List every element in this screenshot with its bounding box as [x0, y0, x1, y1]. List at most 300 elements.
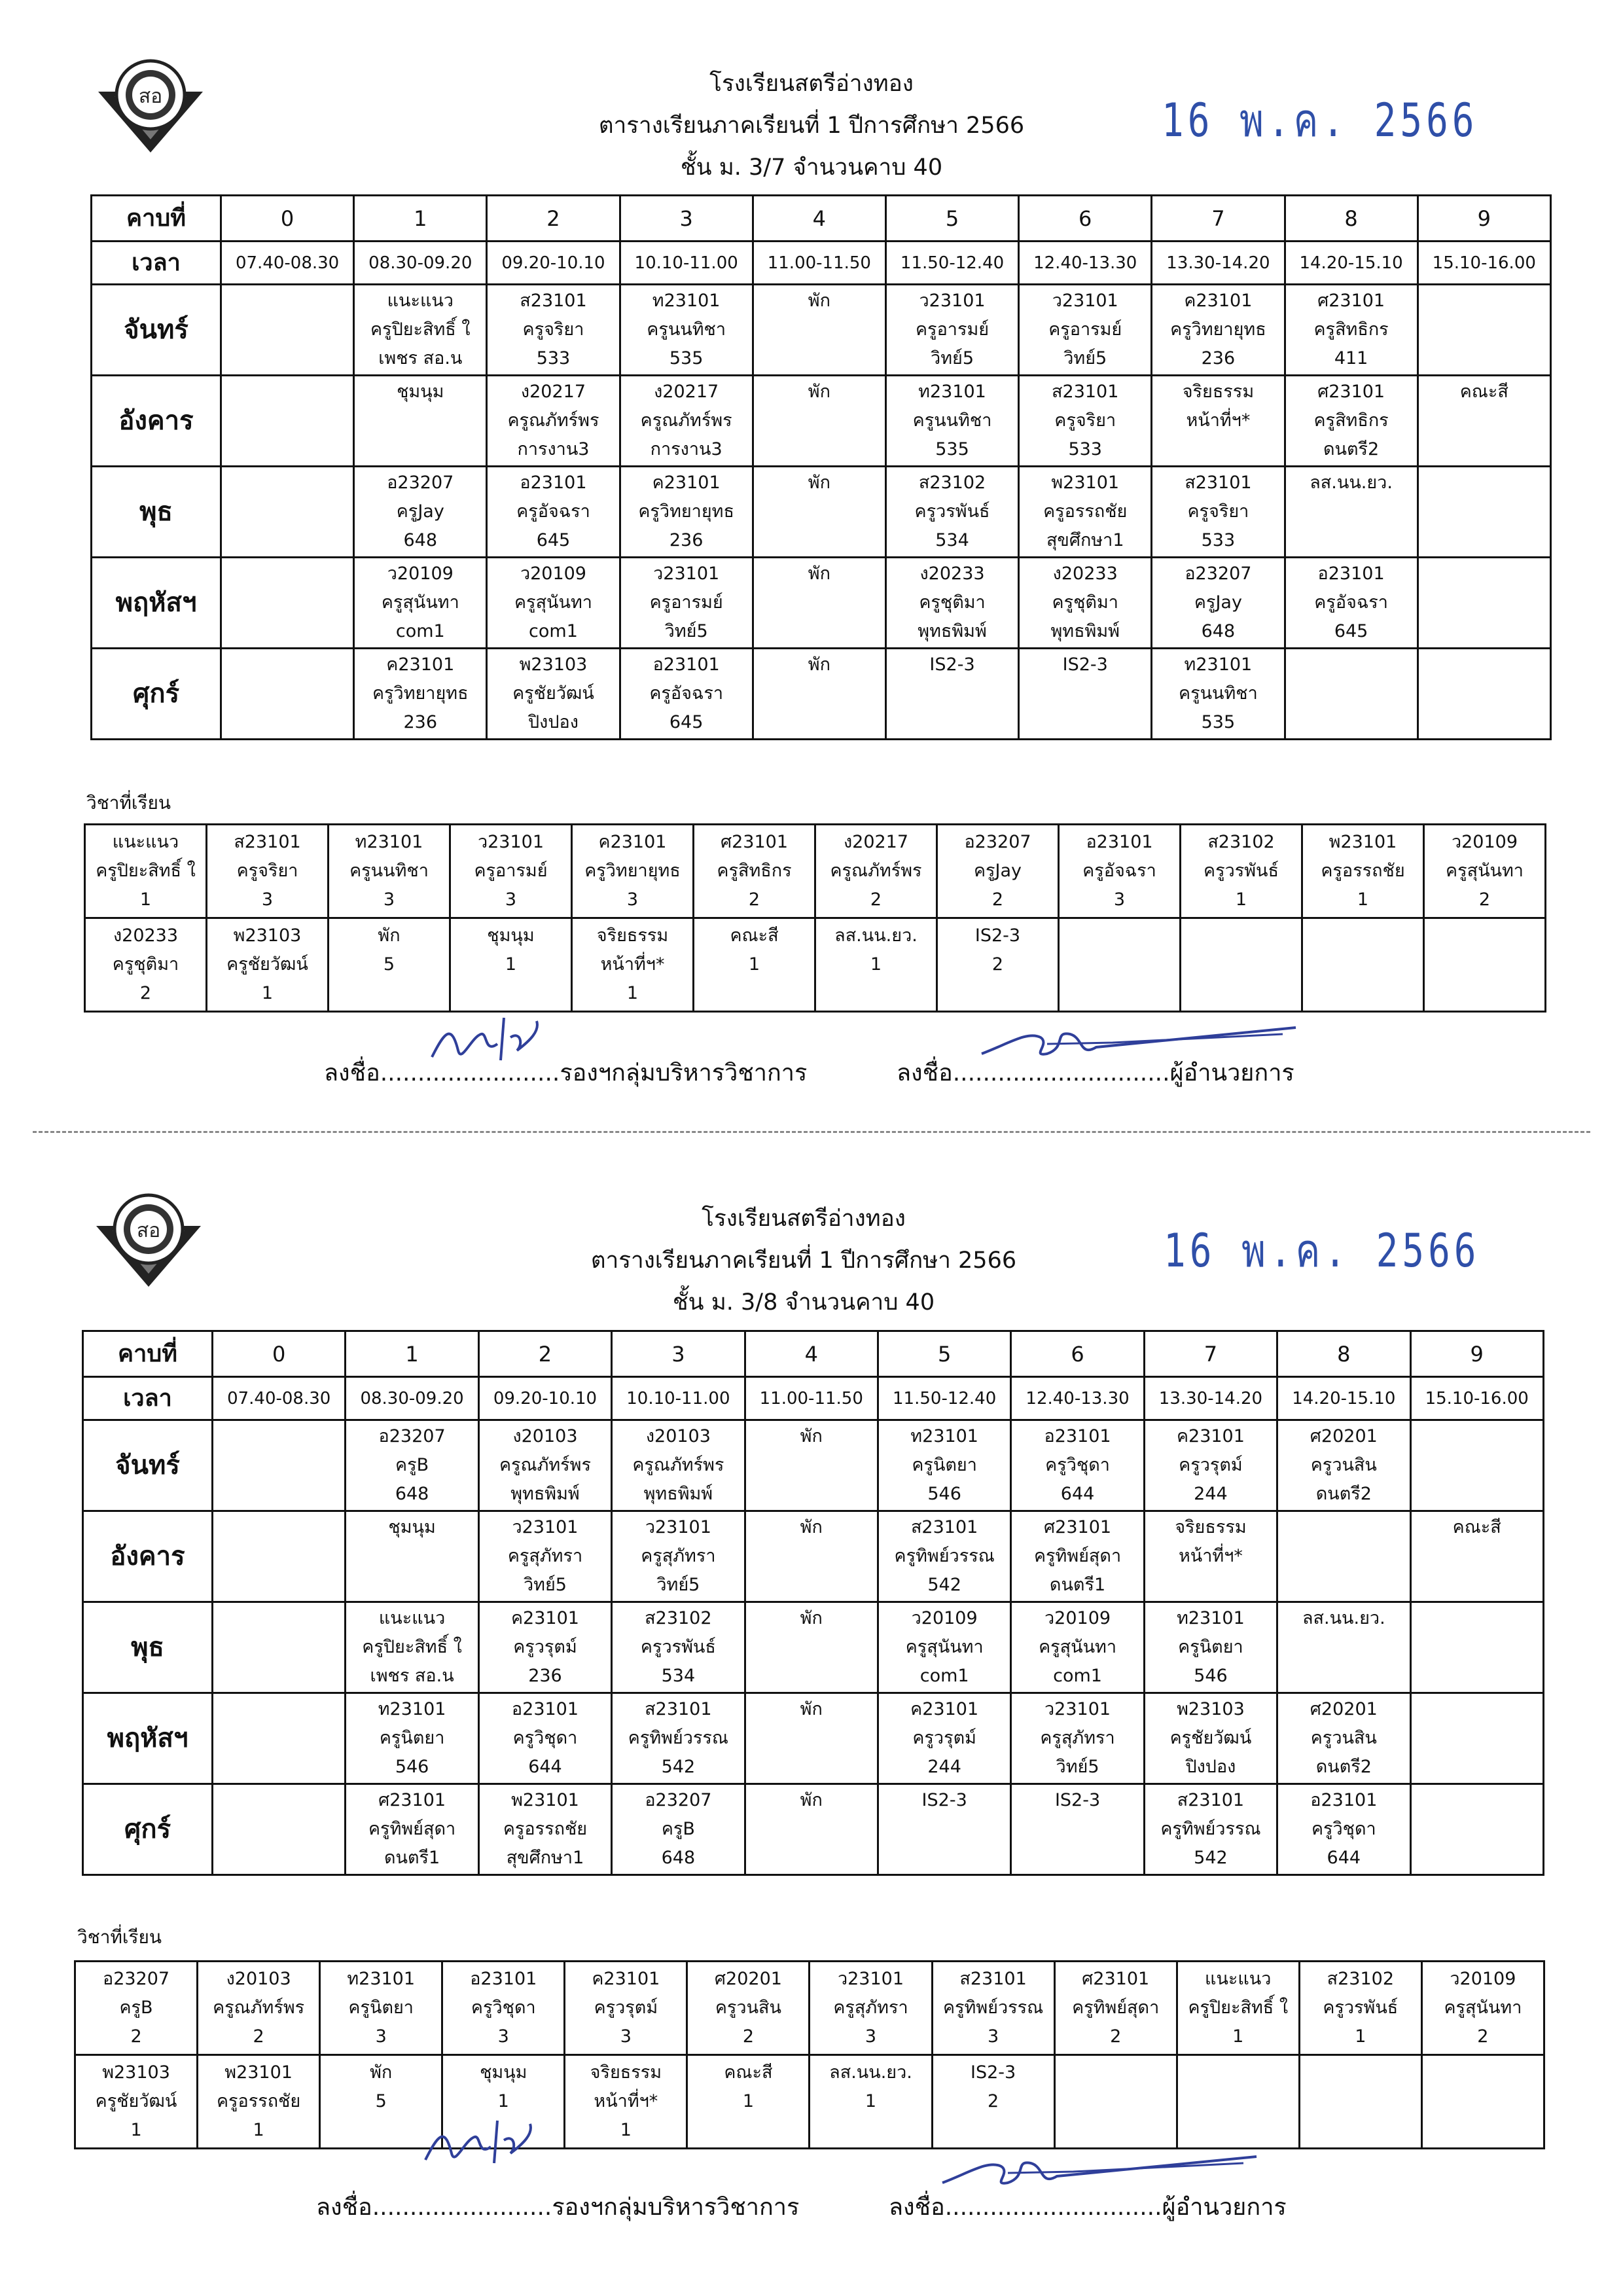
class-cell-line: สุขศึกษา1: [1046, 530, 1124, 550]
class-cell-line: ครูวิชุดา: [1311, 1819, 1376, 1839]
subject-cell-line: 2: [253, 2026, 264, 2047]
subject-cell-line: 1: [1232, 2026, 1244, 2047]
class-cell: [1410, 1602, 1543, 1693]
class-cell: [213, 1420, 346, 1511]
class-cell: [612, 1602, 745, 1693]
class-cell: [753, 376, 885, 467]
subject-cell-line: ศ23101: [720, 832, 789, 852]
class-cell-line: ครูวิทยายุทธ: [638, 501, 734, 522]
class-cell-line: จริยธรรม: [1175, 1517, 1247, 1537]
class-cell: [1152, 649, 1285, 740]
class-cell-line: ง20103: [645, 1426, 711, 1446]
subject-cell-line: แนะแนว: [1205, 1969, 1272, 1989]
class-cell-line: แนะแนว: [378, 1608, 446, 1628]
class-cell-line: ศ23101: [1317, 382, 1385, 402]
class-cell-line: 535: [669, 348, 704, 368]
period-time: 08.30-09.20: [346, 1377, 478, 1420]
class-cell: [1277, 1784, 1410, 1875]
period-time: 08.30-09.20: [354, 242, 487, 285]
class-cell-line: ดนตรี1: [383, 1848, 440, 1868]
class-cell-line: ครูอัจฉรา: [1314, 592, 1388, 613]
period-time: 12.40-13.30: [1019, 242, 1152, 285]
class-cell-line: 244: [927, 1757, 961, 1777]
class-cell-line: 648: [403, 530, 438, 550]
day-name: ศุกร์: [92, 649, 221, 740]
subject-cell-line: ครูสุภัทรา: [833, 1998, 908, 2018]
class-cell-line: 533: [536, 348, 571, 368]
class-cell-line: 534: [661, 1666, 696, 1686]
class-cell: [885, 649, 1018, 740]
class-cell: [346, 1602, 478, 1693]
subject-cell-line: 3: [987, 2026, 999, 2047]
subject-cell: [565, 1962, 687, 2055]
svg-text:สอ: สอ: [138, 85, 163, 108]
subject-cell-line: 1: [1357, 889, 1369, 910]
class-cell-line: 644: [1327, 1848, 1361, 1868]
class-cell-line: ง20233: [1052, 564, 1118, 584]
class-cell-line: วิทย์5: [1063, 348, 1107, 368]
subject-cell-line: ครูทิพย์สุดา: [1072, 1998, 1160, 2018]
class-cell-line: ครูทิพย์วรรณ: [1160, 1819, 1261, 1839]
subject-row: [85, 918, 1546, 1012]
subject-cell-line: ส23101: [959, 1969, 1027, 1989]
class-cell-line: ง20233: [919, 564, 985, 584]
period-number: 4: [745, 1331, 878, 1377]
period-number: 7: [1144, 1331, 1277, 1377]
class-cell-line: ครูวรุตม์: [1179, 1455, 1243, 1475]
subject-cell-line: 2: [130, 2026, 142, 2047]
subject-cell-line: ครูวรพันธ์: [1323, 1998, 1399, 2018]
class-cell-line: ดนตรี2: [1315, 1757, 1372, 1777]
class-cell-line: พ23103: [1177, 1699, 1245, 1719]
class-cell-line: ส23101: [1177, 1790, 1245, 1810]
subject-cell: [687, 1962, 810, 2055]
class-cell-line: สุขศึกษา1: [506, 1848, 584, 1868]
subject-cell: [1054, 1962, 1177, 2055]
class-cell-line: พุทธพิมพ์: [510, 1484, 580, 1504]
subject-cell-line: 3: [626, 889, 639, 910]
subject-cell-line: ว20109: [1451, 832, 1518, 852]
class-cell: [753, 285, 885, 376]
class-cell-line: ครูชัยวัฒน์: [512, 683, 594, 704]
day-row: [92, 285, 1551, 376]
class-cell-line: พ23103: [519, 655, 588, 675]
class-cell: [221, 285, 354, 376]
subject-cell-line: 1: [626, 983, 639, 1003]
period-time: 11.50-12.40: [885, 242, 1018, 285]
subject-cell-line: 3: [620, 2026, 632, 2047]
class-cell-line: อ23207: [378, 1426, 446, 1446]
subject-cell: [810, 1962, 932, 2055]
subject-cell-line: 1: [865, 2091, 877, 2111]
class-cell-line: ศ20201: [1310, 1699, 1378, 1719]
class-cell-line: ส23101: [1052, 382, 1119, 402]
class-cell: [1285, 558, 1418, 649]
class-cell-line: ศ20201: [1310, 1426, 1378, 1446]
class-cell-line: 644: [528, 1757, 562, 1777]
class-cell-line: ครูจริยา: [1187, 501, 1249, 522]
class-cell-line: พุทธพิมพ์: [918, 621, 987, 641]
class-cell-line: ครูจริยา: [1054, 410, 1116, 431]
class-cell-line: ว20109: [911, 1608, 978, 1628]
subject-cell-line: อ23207: [102, 1969, 170, 1989]
subjects-table: [74, 1960, 1545, 2149]
subject-cell-line: 2: [1478, 889, 1491, 910]
class-cell-line: ศ23101: [1317, 291, 1385, 311]
header: [484, 63, 1139, 188]
class-cell-line: ว23101: [1052, 291, 1118, 311]
class-cell-line: พัก: [808, 382, 830, 402]
class-cell-line: เพชร สอ.น: [378, 348, 463, 368]
class-cell: [478, 1420, 611, 1511]
subject-cell-line: ครูวนสิน: [715, 1998, 781, 2018]
class-cell: [885, 558, 1018, 649]
class-cell: [1410, 1420, 1543, 1511]
subject-cell-line: 1: [1235, 889, 1247, 910]
class-cell: [1152, 285, 1285, 376]
class-cell: [878, 1602, 1010, 1693]
class-cell-line: ครูสิทธิกร: [1313, 319, 1389, 340]
period-time: 15.10-16.00: [1410, 1377, 1543, 1420]
class-cell-line: 236: [528, 1666, 562, 1686]
period-number: 1: [346, 1331, 478, 1377]
subject-cell-line: ครูสุนันทา: [1444, 1998, 1522, 2018]
class-cell-line: อ23101: [1044, 1426, 1111, 1446]
class-cell-line: ครูสุนันทา: [514, 592, 592, 613]
subject-cell: [572, 825, 694, 918]
vice-director-signature: [419, 2114, 563, 2173]
class-cell-line: อ23101: [520, 473, 587, 493]
class-cell-line: ครูวนสิน: [1310, 1728, 1377, 1748]
subject-cell-line: ครูอารมย์: [474, 861, 548, 881]
class-cell-line: ครูชุติมา: [1052, 592, 1118, 613]
class-cell-line: ค23101: [1176, 1426, 1245, 1446]
subject-cell: [1302, 825, 1424, 918]
subject-cell-line: ครูปิยะสิทธิ์ ใ: [1188, 1998, 1289, 2018]
class-cell: [1152, 376, 1285, 467]
class-cell: [221, 376, 354, 467]
term-title: ตารางเรียนภาคเรียนที่ 1 ปีการศึกษา 2566: [590, 1247, 1017, 1274]
class-cell-line: 542: [927, 1575, 961, 1595]
subject-cell-line: 1: [497, 2091, 509, 2111]
class-cell-line: ชุมนุม: [388, 1517, 436, 1537]
subject-cell-line: คณะสี: [730, 925, 779, 946]
class-cell-line: วิทย์5: [664, 621, 708, 641]
class-cell: [620, 376, 753, 467]
subject-cell-line: 3: [505, 889, 517, 910]
subject-cell-line: ครูB: [119, 1998, 153, 2018]
time-label: เวลา: [83, 1377, 213, 1420]
subject-cell: [572, 918, 694, 1012]
class-cell: [745, 1784, 878, 1875]
class-cell-line: ครูวิทยายุทธ: [1170, 319, 1266, 340]
class-cell-line: ท23101: [378, 1699, 446, 1719]
subject-cell-line: 3: [383, 889, 395, 910]
subject-cell: [442, 1962, 565, 2055]
class-cell-line: พัก: [808, 473, 830, 493]
subject-cell: [198, 2055, 320, 2149]
subject-cell-line: ค23101: [592, 1969, 660, 1989]
day-name: พฤหัสฯ: [92, 558, 221, 649]
subject-cell-line: 1: [748, 954, 760, 975]
subject-cell-line: 2: [1477, 2026, 1489, 2047]
subject-cell-line: IS2-3: [974, 925, 1021, 946]
class-cell-line: 645: [1334, 621, 1368, 641]
subject-cell-line: ครูสุนันทา: [1446, 861, 1524, 881]
subject-cell-line: ส23101: [234, 832, 301, 852]
subject-cell-line: ง20233: [113, 925, 179, 946]
timetable-grid: [82, 1330, 1544, 1876]
subject-cell: [1299, 2055, 1421, 2149]
class-cell: [1277, 1511, 1410, 1602]
subject-cell-line: พ23103: [233, 925, 302, 946]
class-cell-line: ศ23101: [378, 1790, 446, 1810]
class-cell: [1285, 649, 1418, 740]
subject-cell-line: ครูชัยวัฒน์: [95, 2091, 177, 2111]
subject-cell-line: ชุมนุม: [480, 2062, 527, 2083]
period-number: 8: [1285, 196, 1418, 242]
class-cell-line: ครูทิพย์วรรณ: [628, 1728, 728, 1748]
class-cell: [478, 1784, 611, 1875]
subject-cell-line: 2: [748, 889, 760, 910]
class-cell-line: IS2-3: [929, 655, 975, 675]
class-cell-line: 236: [403, 712, 438, 732]
subject-cell-line: พัก: [370, 2062, 393, 2083]
subject-cell-line: ครูปิยะสิทธิ์ ใ: [96, 861, 196, 881]
class-cell-line: ส23101: [645, 1699, 712, 1719]
subject-cell: [450, 918, 572, 1012]
class-cell-line: วิทย์5: [523, 1575, 567, 1595]
subject-cell: [1421, 1962, 1544, 2055]
class-cell-line: 648: [395, 1484, 429, 1504]
class-cell: [1019, 285, 1152, 376]
class-cell-line: พ23101: [511, 1790, 579, 1810]
class-cell: [620, 467, 753, 558]
class-cell-line: ครูนิตยา: [379, 1728, 445, 1748]
class-cell-line: 534: [935, 530, 969, 550]
subject-cell-line: 3: [865, 2026, 877, 2047]
subject-row: [75, 2055, 1544, 2149]
class-cell-line: ว23101: [653, 564, 720, 584]
class-cell-line: ค23101: [652, 473, 721, 493]
class-cell: [1011, 1511, 1144, 1602]
subject-cell-line: แนะแนว: [112, 832, 179, 852]
class-cell-line: ครูJay: [1194, 592, 1242, 613]
class-cell: [1418, 649, 1550, 740]
period-number: 8: [1277, 1331, 1410, 1377]
class-cell-line: วิทย์5: [1056, 1757, 1099, 1777]
class-cell-line: com1: [395, 621, 445, 641]
class-cell-line: พัก: [800, 1426, 823, 1446]
class-cell: [1418, 467, 1550, 558]
class-cell-line: 244: [1194, 1484, 1228, 1504]
class-cell-line: ครูอรรถชัย: [503, 1819, 588, 1839]
class-cell: [885, 467, 1018, 558]
class-cell-line: ครูวิชุดา: [1045, 1455, 1110, 1475]
class-cell: [1277, 1420, 1410, 1511]
subject-cell-line: 2: [1110, 2026, 1122, 2047]
subject-cell-line: จริยธรรม: [590, 2062, 662, 2083]
period-number: 9: [1410, 1331, 1543, 1377]
class-cell-line: ส23101: [520, 291, 587, 311]
class-cell: [478, 1511, 611, 1602]
subject-cell: [85, 918, 207, 1012]
class-cell: [354, 467, 487, 558]
subject-cell-line: พ23103: [102, 2062, 170, 2083]
class-cell-line: ครูวิชุดา: [512, 1728, 578, 1748]
class-cell: [745, 1693, 878, 1784]
class-cell-line: ครูวนสิน: [1310, 1455, 1377, 1475]
subject-cell: [198, 1962, 320, 2055]
subject-cell-line: ศ23101: [1082, 1969, 1150, 1989]
subject-cell-line: 1: [1355, 2026, 1366, 2047]
class-cell: [478, 1602, 611, 1693]
class-cell-line: ค23101: [910, 1699, 979, 1719]
class-cell: [1144, 1784, 1277, 1875]
period-number: 2: [478, 1331, 611, 1377]
class-cell-line: 645: [669, 712, 704, 732]
subject-cell-line: ง20103: [226, 1969, 291, 1989]
class-cell: [346, 1420, 478, 1511]
class-cell: [478, 1693, 611, 1784]
subject-cell-line: ส23102: [1327, 1969, 1394, 1989]
subject-cell: [329, 825, 450, 918]
day-row: [92, 376, 1551, 467]
subject-cell-line: จริยธรรม: [596, 925, 669, 946]
class-cell: [213, 1784, 346, 1875]
timetable-grid: [90, 194, 1552, 740]
class-cell-line: ท23101: [1177, 1608, 1245, 1628]
class-cell-line: ว23101: [512, 1517, 579, 1537]
class-cell-line: ครูทิพย์สุดา: [368, 1819, 456, 1839]
class-cell-line: 645: [536, 530, 571, 550]
class-cell-line: ท23101: [1184, 655, 1253, 675]
class-cell-line: ท23101: [652, 291, 721, 311]
subject-cell: [687, 2055, 810, 2149]
class-cell: [213, 1511, 346, 1602]
class-cell-line: ท23101: [918, 382, 986, 402]
subject-cell-line: 3: [375, 2026, 387, 2047]
class-cell-line: ครูนิตยา: [912, 1455, 977, 1475]
class-cell-line: 648: [661, 1848, 696, 1868]
subject-cell-line: ครูอรรถชัย: [216, 2091, 301, 2111]
class-cell-line: ว20109: [1044, 1608, 1111, 1628]
class-cell-line: ส23102: [918, 473, 986, 493]
subject-cell-line: ง20217: [843, 832, 909, 852]
class-cell: [753, 649, 885, 740]
class-cell-line: ครูสิทธิกร: [1313, 410, 1389, 431]
subject-cell-line: ครูทิพย์วรรณ: [942, 1998, 1044, 2018]
school-name: โรงเรียนสตรีอ่างทอง: [709, 71, 914, 97]
period-time: 07.40-08.30: [213, 1377, 346, 1420]
period-header-row: [92, 196, 1551, 242]
subject-cell: [810, 2055, 932, 2149]
class-cell-line: ครูวรุตม์: [513, 1637, 577, 1657]
subject-cell-line: ลส.นน.ยว.: [829, 2062, 912, 2083]
class-cell-line: เพชร สอ.น: [370, 1666, 454, 1686]
subject-cell: [937, 918, 1059, 1012]
class-cell-line: ครูชัยวัฒน์: [1169, 1728, 1252, 1748]
class-cell-line: 542: [661, 1757, 696, 1777]
class-cell-line: ครูปิยะสิทธิ์ ใ: [362, 1637, 462, 1657]
period-label: คาบที่: [83, 1331, 213, 1377]
subject-row: [75, 1962, 1544, 2055]
class-cell-line: พัก: [808, 564, 830, 584]
subject-cell: [1299, 1962, 1421, 2055]
period-time: 11.00-11.50: [753, 242, 885, 285]
class-cell: [1277, 1602, 1410, 1693]
class-cell: [885, 376, 1018, 467]
period-number: 1: [354, 196, 487, 242]
vice-director-sign-line: ลงชื่อ........................รองฯกลุ่มบริหารวิชาการ: [316, 2194, 800, 2221]
subject-cell-line: ครูอรรถชัย: [1321, 861, 1405, 881]
class-cell-line: ครูทิพย์วรรณ: [894, 1546, 995, 1566]
class-cell-line: ครูนนทิชา: [912, 410, 992, 431]
subject-cell-line: ท23101: [347, 1969, 416, 1989]
class-cell: [213, 1693, 346, 1784]
day-name: ศุกร์: [83, 1784, 213, 1875]
class-cell-line: จริยธรรม: [1182, 382, 1255, 402]
subject-cell: [207, 918, 329, 1012]
subject-cell-line: หน้าที่ฯ*: [600, 954, 665, 975]
subject-cell: [1054, 2055, 1177, 2149]
subject-cell: [694, 825, 815, 918]
period-time: 09.20-10.10: [487, 242, 620, 285]
class-cell: [745, 1602, 878, 1693]
subject-cell-line: อ23101: [470, 1969, 537, 1989]
class-cell-line: อ23101: [652, 655, 720, 675]
class-cell: [1019, 649, 1152, 740]
class-cell-line: อ23207: [387, 473, 454, 493]
class-cell-line: ดนตรี1: [1049, 1575, 1106, 1595]
period-time: 09.20-10.10: [478, 1377, 611, 1420]
class-cell-line: หน้าที่ฯ*: [1186, 410, 1251, 431]
class-cell: [1144, 1602, 1277, 1693]
class-cell: [620, 649, 753, 740]
class-cell: [878, 1693, 1010, 1784]
subject-cell-line: ค23101: [598, 832, 667, 852]
class-cell-line: ส23101: [910, 1517, 978, 1537]
period-number: 4: [753, 196, 885, 242]
class-cell: [354, 285, 487, 376]
class-cell-line: 236: [669, 530, 704, 550]
subject-cell-line: 1: [261, 983, 274, 1003]
day-row: [83, 1602, 1544, 1693]
class-cell-line: ครูสุนันทา: [1039, 1637, 1116, 1657]
class-cell: [612, 1784, 745, 1875]
class-cell-line: พัก: [800, 1517, 823, 1537]
class-cell: [1418, 376, 1550, 467]
subject-cell-line: ส23102: [1207, 832, 1275, 852]
class-cell: [1011, 1693, 1144, 1784]
day-row: [83, 1784, 1544, 1875]
subject-cell-line: คณะสี: [724, 2062, 773, 2083]
period-number: 5: [878, 1331, 1010, 1377]
class-cell-line: ลส.นน.ยว.: [1302, 1608, 1385, 1628]
subject-cell-line: ว20109: [1450, 1969, 1516, 1989]
class-cell: [612, 1420, 745, 1511]
class-cell: [221, 467, 354, 558]
class-cell-line: ครูทิพย์สุดา: [1033, 1546, 1122, 1566]
class-cell: [878, 1784, 1010, 1875]
subject-cell-line: ครูจริยา: [236, 861, 298, 881]
vice-director-sign-line: ลงชื่อ........................รองฯกลุ่มบริหารวิชาการ: [324, 1060, 808, 1086]
class-cell-line: ครูวรพันธ์: [640, 1637, 716, 1657]
subject-cell: [75, 2055, 198, 2149]
subject-cell: [932, 2055, 1054, 2149]
subject-cell-line: 1: [742, 2091, 755, 2111]
time-row: [92, 242, 1551, 285]
